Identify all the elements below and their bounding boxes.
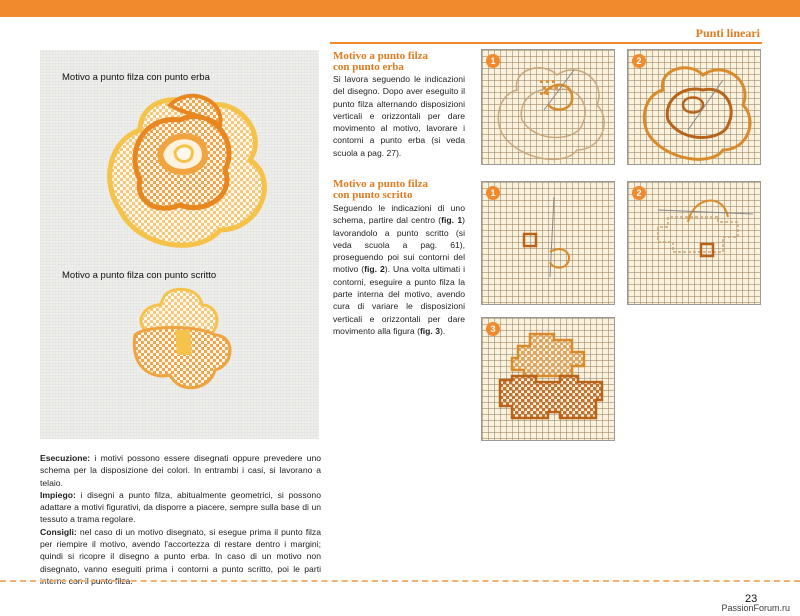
diagram-erba-step-2-drawing: [628, 50, 760, 164]
impiego-label: Impiego:: [40, 489, 76, 500]
section2-text-part3: ). Una volta ultimati i contorni, eseguire a punto filza la parte interna del motivo, avendo cura di variare le disposizioni verticali e orizzontali per dare movimento alla figura (: [333, 264, 465, 336]
diagram-scritto-step-3: [481, 317, 615, 441]
diagram-scritto-step-1: [481, 181, 615, 305]
header-rule: [330, 42, 762, 44]
section-header-title: Punti lineari: [695, 26, 760, 40]
diagram-erba-step-2: [627, 49, 761, 165]
section2-text: [333, 202, 465, 337]
watermark: PassionForum.ru: [721, 603, 790, 613]
photo-caption-top: Motivo a punto filza con punto erba: [62, 72, 210, 83]
diagram-scritto-step-1-drawing: [482, 182, 614, 304]
section1-text: Si lavora seguendo le indicazioni del disegno. Dopo aver eseguito il punto filza alternando disposizioni verticali e orizzontali per dare movimento al motivo, lavorare i contorni a punto erba (si veda scuola a pag. 27).: [333, 74, 465, 158]
section1-title-line2: con punto erba: [333, 61, 404, 73]
impiego-text: i disegni a punto filza, abitualmente geometrici, si possono adattare a motivi figurativi, da disporre a piacere, sempre sulla base di un tessuto a trama regolare.: [40, 489, 321, 525]
section2-text-part2: ) lavorandolo a punto scritto (si veda scuola a pag. 61), proseguendo poi sui contorni del motivo (: [333, 215, 465, 275]
embroidery-photo: [40, 50, 319, 439]
badge-2-fig: 2: [632, 186, 646, 200]
section1-title-line1: Motivo a punto filza: [333, 50, 429, 62]
diagram-erba-step-1-drawing: [482, 50, 614, 164]
page-number: 23: [745, 593, 758, 605]
section1-title: [333, 51, 428, 73]
section2-text-part1: Seguendo le indicazioni di uno schema, partire dal centro (: [333, 203, 465, 226]
embroidered-small-flower-image: [40, 50, 319, 439]
diagram-scritto-step-3-drawing: [482, 318, 614, 440]
consigli-text: nel caso di un motivo disegnato, si esegue prima il punto filza per riempire il motivo, avendo l'accortezza di restare dentro i margini; quindi si ricopre il disegno a punto erba. In caso di un motivo non disegnato, vanno eseguiti prima i contorni a punto scritto, poi le parti interne con il punto filza.: [40, 526, 321, 586]
diagram-scritto-step-2: [627, 181, 761, 305]
badge-1: 1: [486, 54, 500, 68]
fig2-ref: fig. 2: [364, 264, 385, 275]
section2-text-part4: ).: [440, 325, 446, 336]
photo-caption-bottom: Motivo a punto filza con punto scritto: [62, 270, 217, 281]
badge-2: 2: [632, 54, 646, 68]
fig3-ref: fig. 3: [419, 325, 440, 336]
section2-title: [333, 179, 428, 201]
top-accent-bar: [0, 0, 800, 17]
badge-1-fig: 1: [486, 186, 500, 200]
badge-3: 3: [486, 322, 500, 336]
consigli-label: Consigli:: [40, 526, 77, 537]
section2-title-line1: Motivo a punto filza: [333, 178, 429, 190]
esecuzione-label: Esecuzione:: [40, 453, 91, 463]
esecuzione-text: i motivi possono essere disegnati oppure prevedere uno schema per la disposizione dei colori. In entrambi i casi, si lavorano a telaio.: [40, 453, 322, 488]
footer-dashed-rule: [0, 580, 800, 582]
fig1-ref: fig. 1: [441, 215, 463, 226]
diagram-erba-step-1: [481, 49, 615, 165]
section2-title-line2: con punto scritto: [333, 189, 413, 201]
diagram-scritto-step-2-drawing: [628, 182, 760, 304]
body-text: [40, 452, 321, 587]
